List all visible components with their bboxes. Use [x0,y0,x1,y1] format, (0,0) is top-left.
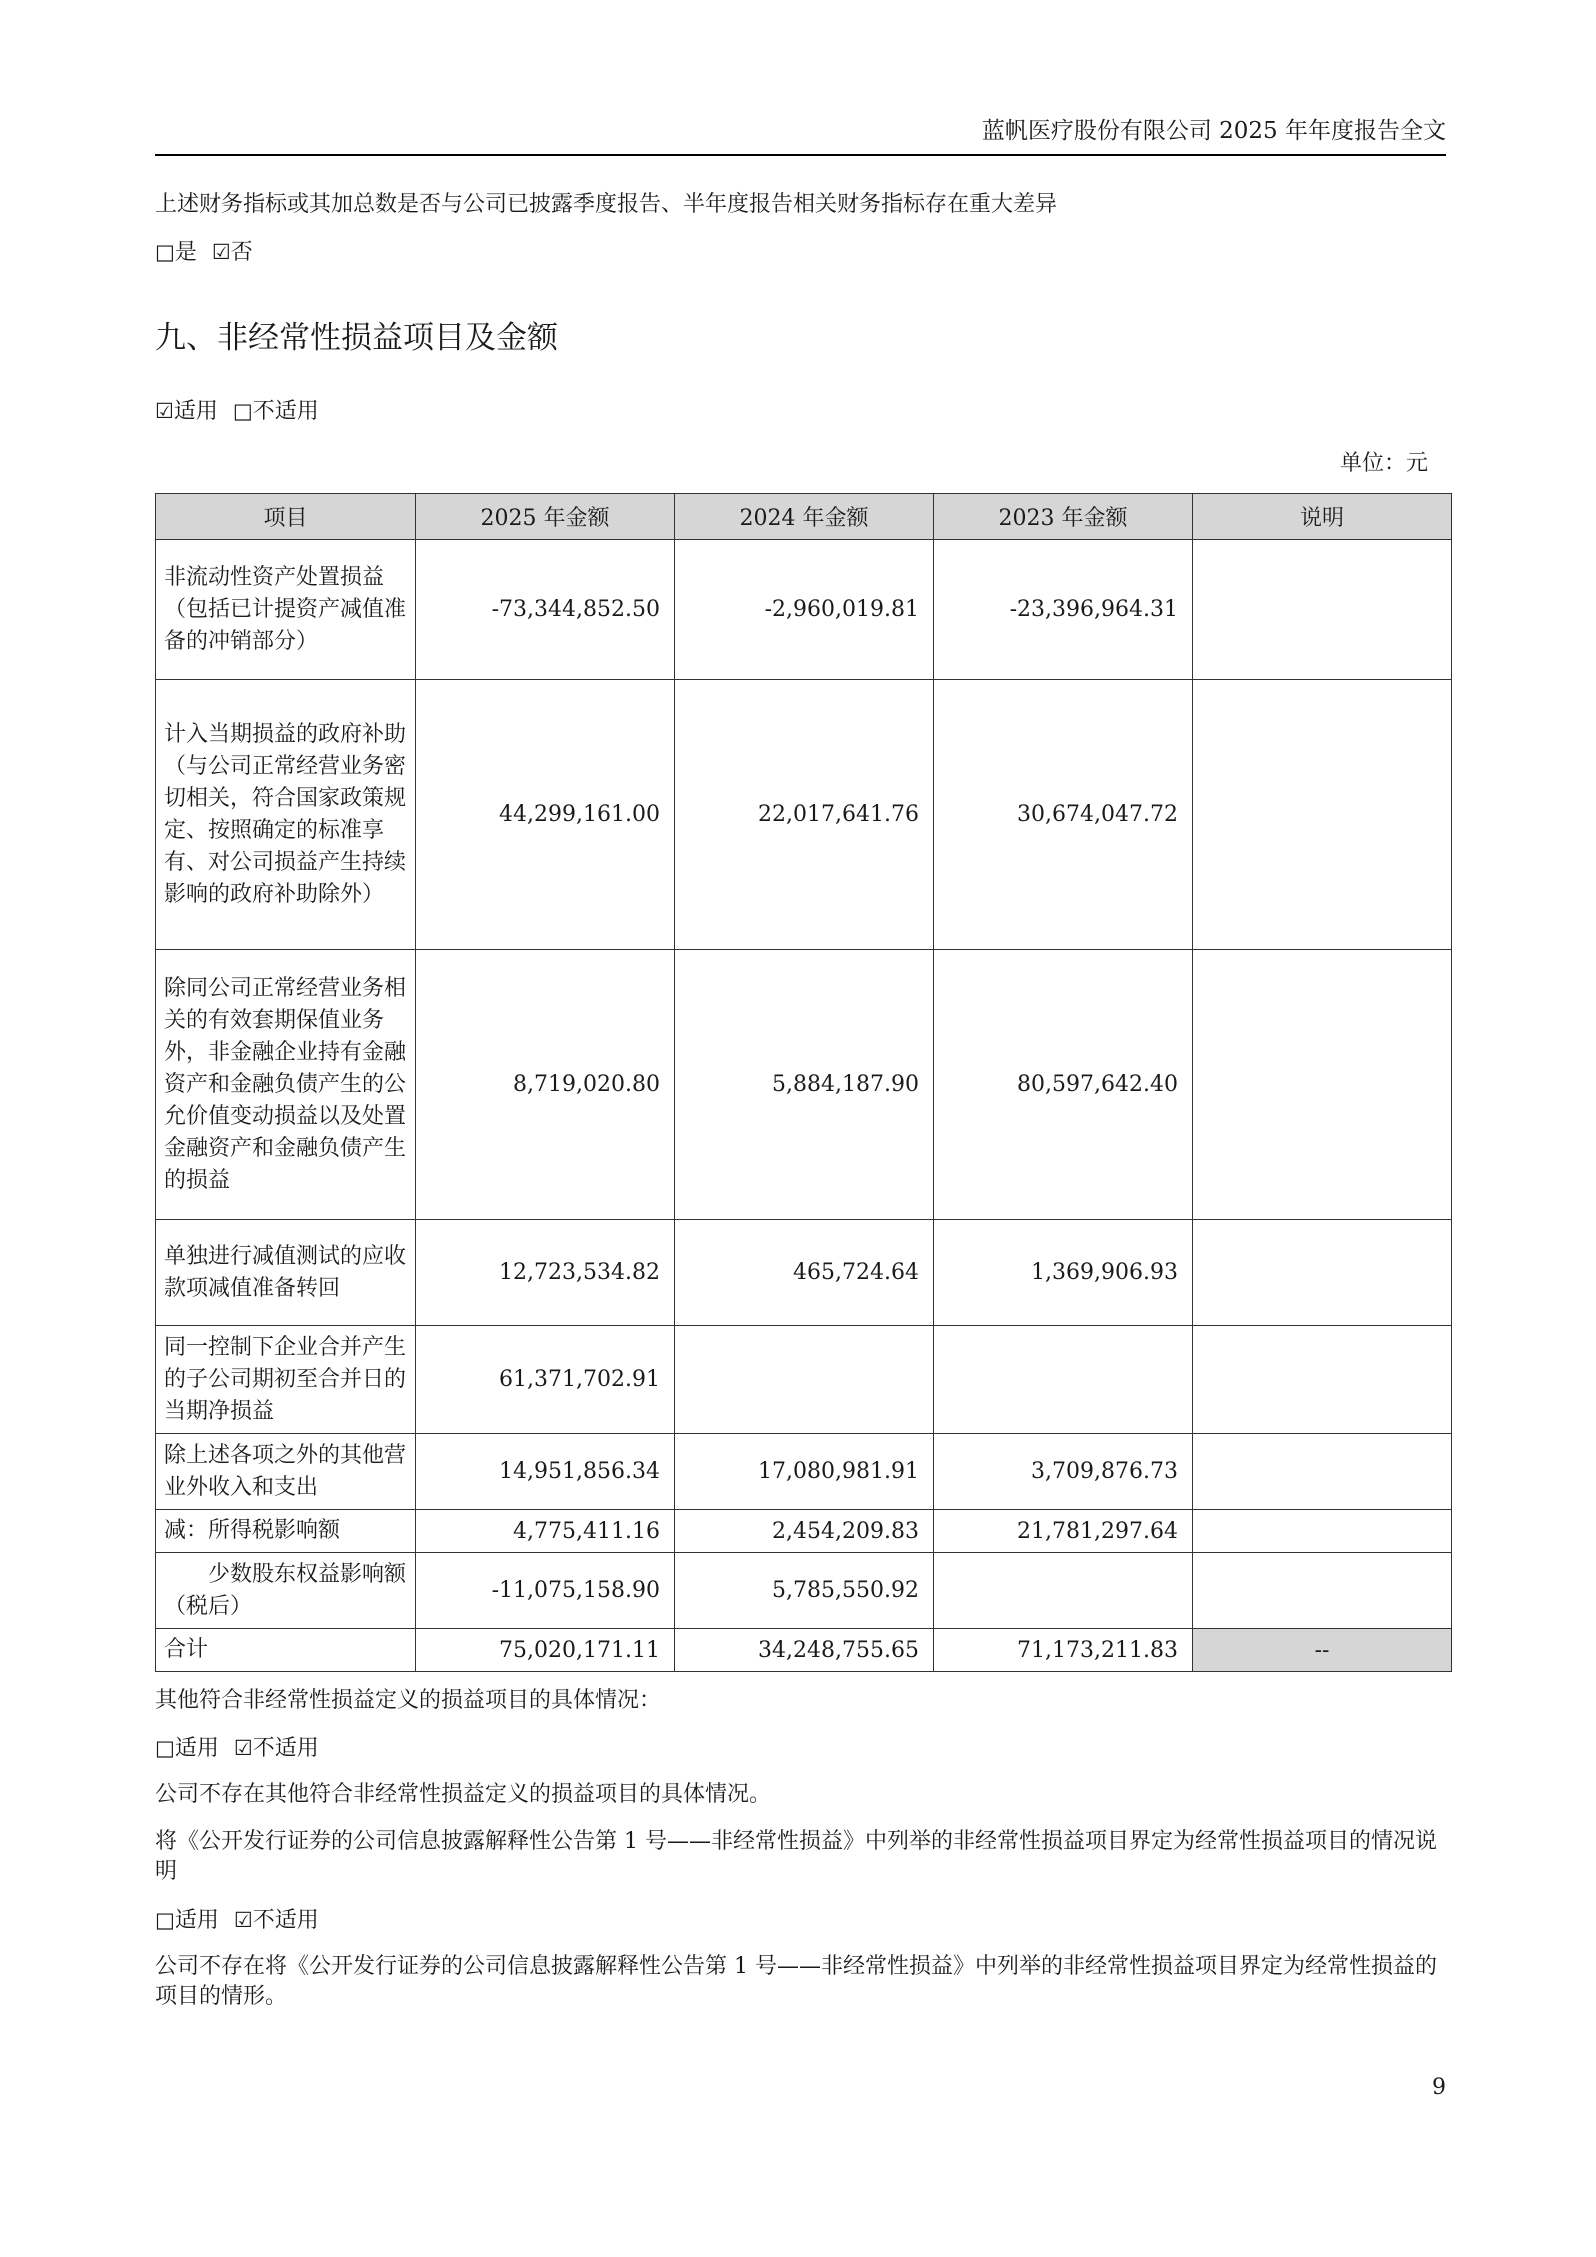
row-2024 [675,1326,934,1434]
other-items-applicability [155,1733,319,1764]
other-items-heading: 其他符合非经常性损益定义的损益项目的具体情况： [155,1688,662,1713]
row-note [1193,950,1452,1220]
checkbox-checked-icon: ☑ [233,1736,253,1760]
table-header-row [156,494,1452,540]
reclassification-statement: 公司不存在将《公开发行证券的公司信息披露解释性公告第 1 号——非经常性损益》中列举的非经常性损益项目界定为经常性损益的项目的情形。 [155,1954,1437,2009]
row-2023: 80,597,642.40 [934,950,1193,1220]
checkbox-unchecked-icon: □ [155,1736,175,1760]
row-note [1193,1220,1452,1326]
checkbox-checked-icon: ☑ [211,240,231,264]
row-2025: 14,951,856.34 [416,1434,675,1510]
table-row [156,1220,1452,1326]
row-2023: 30,674,047.72 [934,680,1193,950]
row-2023 [934,1326,1193,1434]
row-2023 [934,1553,1193,1629]
row-note [1193,1553,1452,1629]
unit-label: 单位：元 [1339,451,1428,476]
row-item: 少数股东权益影响额（税后） [156,1553,416,1629]
page-number: 9 [1432,2075,1446,2100]
checkbox-checked-icon: ☑ [155,399,174,423]
row-2023: -23,396,964.31 [934,540,1193,680]
row-note [1193,1510,1452,1553]
applicable-label: 适用 [174,1736,219,1761]
table-row [156,1434,1452,1510]
row-note [1193,1434,1452,1510]
header-item: 项目 [156,494,416,540]
table-row [156,950,1452,1220]
row-2024: 17,080,981.91 [675,1434,934,1510]
section-title: 九、非经常性损益项目及金额 [155,320,558,356]
reclassification-heading: 将《公开发行证券的公司信息披露解释性公告第 1 号——非经常性损益》中列举的非经常性损益项目界定为经常性损益项目的情况说明 [155,1829,1437,1884]
row-item: 除同公司正常经营业务相关的有效套期保值业务外，非金融企业持有金融资产和金融负债产生的公允价值变动损益以及处置金融资产和金融负债产生的损益 [156,950,416,1220]
table-total-row [156,1629,1452,1672]
header-note: 说明 [1193,494,1452,540]
applicable-label: 适用 [174,1908,219,1933]
total-2025: 75,020,171.11 [416,1629,675,1672]
row-2025: -73,344,852.50 [416,540,675,680]
row-item: 同一控制下企业合并产生的子公司期初至合并日的当期净损益 [156,1326,416,1434]
row-2024: -2,960,019.81 [675,540,934,680]
row-2024: 5,785,550.92 [675,1553,934,1629]
variance-answer [155,237,253,268]
table-row [156,680,1452,950]
row-note [1193,540,1452,680]
financial-variance-question: 上述财务指标或其加总数是否与公司已披露季度报告、半年度报告相关财务指标存在重大差异 [155,192,1058,217]
row-item: 计入当期损益的政府补助（与公司正常经营业务密切相关，符合国家政策规定、按照确定的标准享有、对公司损益产生持续影响的政府补助除外） [156,680,416,950]
row-item: 非流动性资产处置损益（包括已计提资产减值准备的冲销部分） [156,540,416,680]
row-item: 单独进行减值测试的应收款项减值准备转回 [156,1220,416,1326]
not-applicable-label: 不适用 [252,399,319,424]
report-header: 蓝帆医疗股份有限公司 2025 年年度报告全文 [155,108,1446,156]
row-2024: 465,724.64 [675,1220,934,1326]
total-2024: 34,248,755.65 [675,1629,934,1672]
header-2023: 2023 年金额 [934,494,1193,540]
row-2023: 1,369,906.93 [934,1220,1193,1326]
row-2024: 5,884,187.90 [675,950,934,1220]
yes-label: 是 [174,240,197,265]
table-row [156,540,1452,680]
section-applicability [155,396,319,427]
table-row [156,1553,1452,1629]
row-2025: 4,775,411.16 [416,1510,675,1553]
checkbox-unchecked-icon: □ [155,240,175,264]
checkbox-unchecked-icon: □ [155,1908,175,1932]
header-2024: 2024 年金额 [675,494,934,540]
row-2023: 21,781,297.64 [934,1510,1193,1553]
row-2024: 22,017,641.76 [675,680,934,950]
row-2025: 12,723,534.82 [416,1220,675,1326]
total-note: -- [1193,1629,1452,1672]
total-2023: 71,173,211.83 [934,1629,1193,1672]
table-row [156,1326,1452,1434]
checkbox-unchecked-icon: □ [232,399,253,423]
header-2025: 2025 年金额 [416,494,675,540]
row-2025: 8,719,020.80 [416,950,675,1220]
row-2025: 61,371,702.91 [416,1326,675,1434]
row-2024: 2,454,209.83 [675,1510,934,1553]
row-note [1193,1326,1452,1434]
not-applicable-label: 不适用 [252,1908,319,1933]
reclassification-applicability [155,1905,319,1936]
row-item: 除上述各项之外的其他营业外收入和支出 [156,1434,416,1510]
row-item: 减：所得税影响额 [156,1510,416,1553]
checkbox-checked-icon: ☑ [233,1908,253,1932]
table-row [156,1510,1452,1553]
row-2025: -11,075,158.90 [416,1553,675,1629]
row-2025: 44,299,161.00 [416,680,675,950]
total-label: 合计 [156,1629,416,1672]
applicable-label: 适用 [173,399,218,424]
other-items-statement: 公司不存在其他符合非经常性损益定义的损益项目的具体情况。 [155,1782,772,1807]
row-2023: 3,709,876.73 [934,1434,1193,1510]
no-label: 否 [230,240,253,265]
non-recurring-items-table [155,493,1452,1672]
not-applicable-label: 不适用 [252,1736,319,1761]
row-note [1193,680,1452,950]
